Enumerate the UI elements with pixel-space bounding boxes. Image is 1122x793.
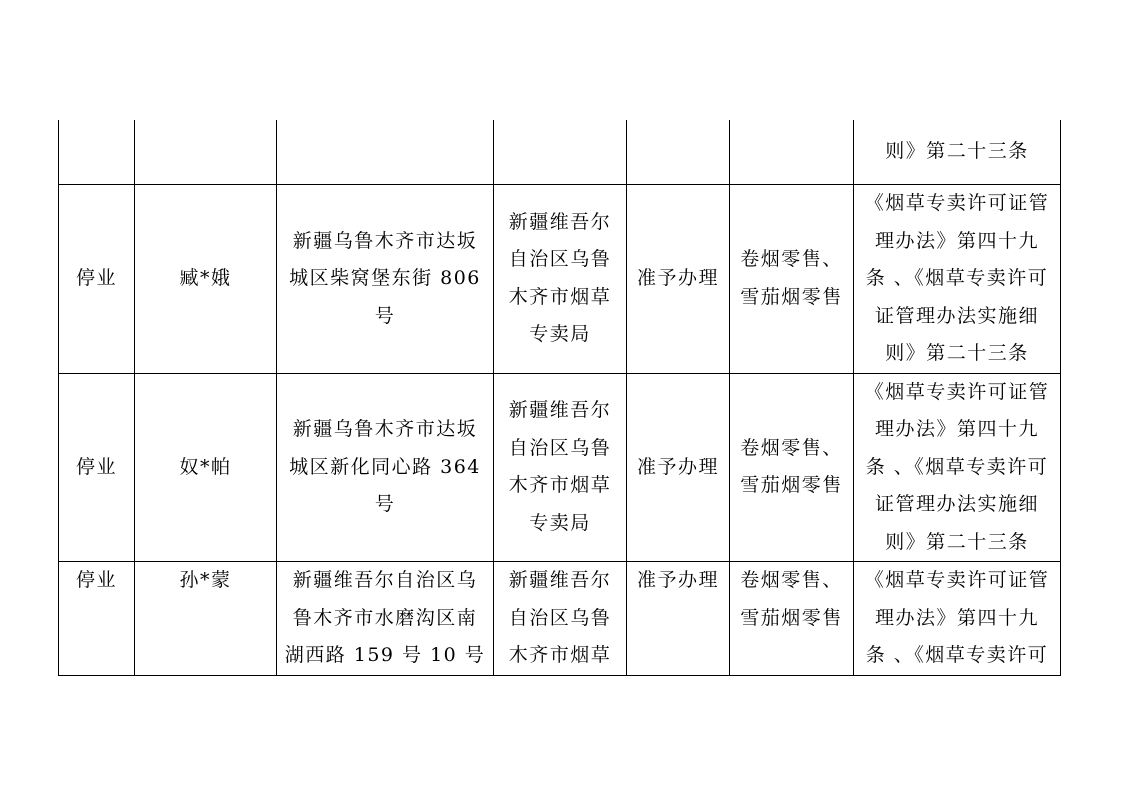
authority-cell (494, 562, 627, 676)
cell-line: 新疆乌鲁木齐市达坂 (292, 418, 478, 440)
result-cell: 准予办理 (627, 373, 730, 562)
status-cell (59, 120, 135, 185)
cell-line: 《烟草专卖许可证管 (864, 380, 1050, 403)
cell-line: 新疆维吾尔 (508, 210, 612, 233)
cell-line: 雪茄烟零售 (740, 285, 843, 308)
cell-line: 理办法》第四十九 (874, 606, 1039, 629)
address-cell (277, 120, 494, 185)
authority-cell (494, 185, 627, 374)
legal-basis-cell (854, 562, 1061, 676)
cell-line: 雪茄烟零售 (740, 606, 843, 629)
cell-line: 自治区乌鲁 (508, 248, 612, 271)
cell-line: 证管理办法实施细 (874, 493, 1039, 515)
legal-basis-cell (854, 373, 1061, 562)
cell-line: 新疆乌鲁木齐市达坂 (292, 229, 478, 252)
cell-line: 新疆维吾尔 (508, 569, 612, 591)
legal-basis-cell (854, 120, 1061, 185)
cell-line: 卷烟零售、 (740, 569, 843, 591)
address-cell (277, 562, 494, 676)
cell-line: 新疆维吾尔 (508, 399, 612, 422)
cell-line: 木齐市烟草 (508, 474, 612, 497)
status-cell: 停业 (59, 185, 135, 374)
address-cell (277, 185, 494, 374)
name-cell: 奴*帕 (135, 373, 277, 562)
cell-line: 湖西路 159 号 10 号 (284, 644, 486, 666)
table-row (59, 373, 1061, 562)
cell-line: 则》第二十三条 (885, 342, 1029, 364)
authority-cell (494, 373, 627, 562)
cell-line: 鲁木齐市水磨沟区南 (292, 606, 478, 629)
cell-line: 条 、《烟草专卖许可 (865, 644, 1049, 666)
authority-cell (494, 120, 627, 185)
cell-line: 则》第二十三条 (885, 140, 1029, 163)
result-cell (627, 120, 730, 185)
cell-line: 专卖局 (529, 323, 591, 346)
cell-line: 木齐市烟草 (508, 285, 612, 308)
cell-line: 号 (374, 493, 396, 515)
cell-line: 卷烟零售、 (740, 248, 843, 271)
cell-line: 木齐市烟草 (508, 644, 612, 666)
cell-line: 理办法》第四十九 (874, 229, 1039, 252)
cell-line: 《烟草专卖许可证管 (864, 569, 1050, 591)
result-cell: 准予办理 (627, 185, 730, 374)
cell-line: 号 (374, 304, 396, 327)
address-cell (277, 373, 494, 562)
status-cell: 停业 (59, 373, 135, 562)
cell-line: 城区新化同心路 364 (289, 455, 481, 478)
scope-cell (730, 373, 854, 562)
legal-basis-cell (854, 185, 1061, 374)
scope-cell (730, 120, 854, 185)
cell-line: 则》第二十三条 (885, 530, 1029, 553)
scope-cell (730, 562, 854, 676)
cell-line: 新疆维吾尔自治区乌 (292, 569, 478, 591)
cell-line: 《烟草专卖许可证管 (864, 192, 1050, 214)
cell-line: 卷烟零售、 (740, 436, 843, 459)
cell-line: 证管理办法实施细 (874, 304, 1039, 327)
cell-line: 雪茄烟零售 (740, 474, 843, 497)
name-cell: 孙*蒙 (135, 562, 277, 676)
table-row (59, 120, 1061, 185)
result-cell: 准予办理 (627, 562, 730, 676)
cell-line: 条 、《烟草专卖许可 (865, 267, 1049, 289)
status-cell: 停业 (59, 562, 135, 676)
cell-line: 条 、《烟草专卖许可 (865, 455, 1049, 478)
name-cell: 臧*娥 (135, 185, 277, 374)
cell-line: 城区柴窝堡东街 806 (289, 267, 481, 289)
table-row (59, 562, 1061, 676)
cell-line: 专卖局 (529, 511, 591, 534)
table-row (59, 185, 1061, 374)
scope-cell (730, 185, 854, 374)
permit-table (58, 120, 1061, 676)
cell-line: 自治区乌鲁 (508, 436, 612, 459)
name-cell (135, 120, 277, 185)
cell-line: 自治区乌鲁 (508, 606, 612, 629)
table-body (59, 120, 1061, 675)
cell-line: 理办法》第四十九 (874, 418, 1039, 440)
